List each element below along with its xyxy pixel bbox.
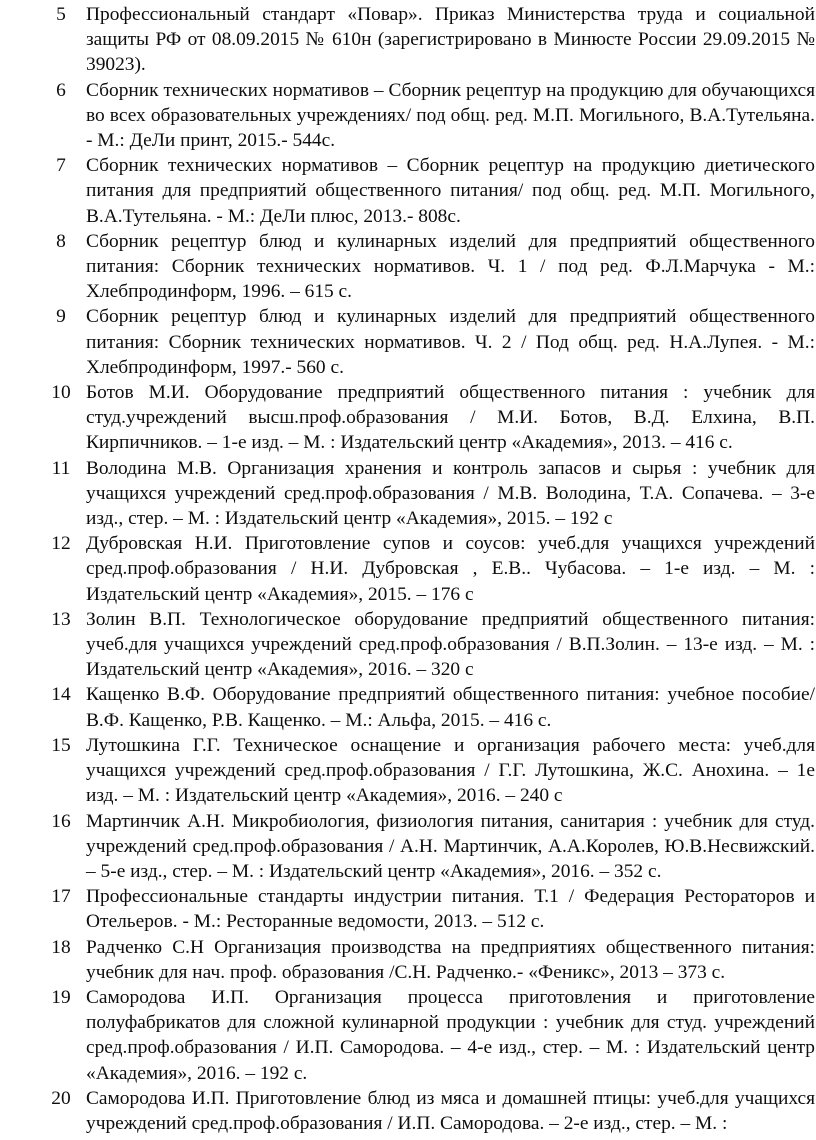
reference-text: Сборник технических нормативов – Сборник рецептур на продукцию для обучающихся во всех образовательных учреждениях/ под общ. ред. М.П. Могильного, В.А.Тутельяна. - М.: ДеЛи принт, 2015.- 544с. [86,79,815,152]
reference-text: Ботов М.И. Оборудование предприятий общественного питания : учебник для студ.учреждений высш.проф.образования / М.И. Ботов, В.Д. Елхина, В.П. Кирпичников. – 1-е изд. – М. : Издательский центр «Академия», 2013. – 416 с. [86,382,815,454]
reference-number: 14 [51,684,71,706]
reference-number: 11 [51,457,71,479]
reference-item-8 [36,229,815,305]
reference-number: 13 [51,608,71,630]
reference-number: 17 [51,886,71,908]
reference-number: 5 [56,4,66,25]
reference-item-15 [36,733,815,809]
reference-text: Золин В.П. Технологическое оборудование предприятий общественного питания: учеб.для учащихся учреждений сред.проф.образования / В.П.Золин. – 13-е изд. – М. : Издательский центр «Академия», 2016. – 320 с [86,608,815,681]
reference-item-19 [36,985,815,1086]
reference-number: 12 [51,533,71,555]
reference-number: 10 [51,382,71,404]
reference-item-12 [36,531,815,607]
reference-text: Дубровская Н.И. Приготовление супов и соусов: учеб.для учащихся учреждений сред.проф.образования / Н.И. Дубровская , Е.В.. Чубасова. – 1-е изд. – М. : Издательский центр «Академия», 2015. – 176 с [86,533,815,605]
reference-item-14 [36,682,815,732]
reference-text: Сборник технических нормативов – Сборник рецептур на продукцию диетического питания для предприятий общественного питания/ под общ. ред. М.П. Могильного, В.А.Тутельяна. - М.: ДеЛи плюс, 2013.- 808с. [86,155,815,227]
reference-text: Радченко С.Н Организация производства на предприятиях общественного питания: учебник для нач. проф. образования /С.Н. Радченко.- «Феникс», 2013 – 373 с. [86,936,815,983]
reference-text: Профессиональные стандарты индустрии питания. Т.1 / Федерация Рестораторов и Отельеров. - М.: Ресторанные ведомости, 2013. – 512 с. [86,886,815,933]
reference-number: 19 [51,986,71,1008]
reference-text: Лутошкина Г.Г. Техническое оснащение и организация рабочего места: учеб.для учащихся учреждений сред.проф.образования / Г.Г. Лутошкина, Ж.С. Анохина. – 1е изд. – М. : Издательский центр «Академия», 2016. – 240 с [86,734,815,807]
reference-number: 15 [51,734,71,756]
reference-text: Сборник рецептур блюд и кулинарных изделий для предприятий общественного питания: Сборник технических нормативов. Ч. 1 / под ред. Ф.Л.Марчука - М.: Хлебпродинформ, 1996. – 615 с. [86,230,815,303]
reference-item-13 [36,607,815,683]
reference-item-16 [36,809,815,885]
reference-text: Самородова И.П. Приготовление блюд из мяса и домашней птицы: учеб.для учащихся учреждений сред.проф.образования / И.П. Самородова. – 2-е изд., стер. – М. : [86,1087,815,1134]
reference-number: 16 [51,810,71,832]
reference-text: Сборник рецептур блюд и кулинарных изделий для предприятий общественного питания: Сборник технических нормативов. Ч. 2 / Под общ. ред. Н.А.Лупея. - М.: Хлебпродинформ, 1997.- 560 с. [86,306,815,378]
reference-text: Володина М.В. Организация хранения и контроль запасов и сырья : учебник для учащихся учреждений сред.проф.образования / М.В. Володина, Т.А. Сопачева. – 3-е изд., стер. – М. : Издательский центр «Академия», 2015. – 192 с [86,457,815,530]
reference-item-5 [36,2,815,78]
reference-item-20 [36,1086,815,1136]
reference-number: 7 [56,155,66,177]
reference-item-17 [36,884,815,934]
reference-item-18 [36,935,815,985]
reference-text: Самородова И.П. Организация процесса приготовления и приготовление полуфабрикатов для сложной кулинарной продукции : учебник для студ. учреждений сред.проф.образования / И.П. Самородова. – 4-е изд., стер. – М. : Издательский центр «Академия», 2016. – 192 с. [86,986,815,1084]
reference-item-9 [36,304,815,380]
reference-number: 6 [56,79,66,101]
reference-number: 20 [51,1087,71,1109]
reference-item-11 [36,456,815,532]
reference-number: 8 [56,230,66,252]
reference-item-7 [36,153,815,229]
reference-number: 9 [56,306,66,328]
reference-item-10 [36,380,815,456]
reference-number: 18 [51,936,71,958]
reference-text: Мартинчик А.Н. Микробиология, физиология питания, санитария : учебник для студ. учреждений сред.проф.образования / А.Н. Мартинчик, А.А.Королев, Ю.В.Несвижский. – 5-е изд., стер. – М. : Издательский центр «Академия», 2016. – 352 с. [86,810,815,882]
reference-text: Кащенко В.Ф. Оборудование предприятий общественного питания: учебное пособие/В.Ф. Кащенко, Р.В. Кащенко. – М.: Альфа, 2015. – 416 с. [86,684,815,731]
reference-text: Профессиональный стандарт «Повар». Приказ Министерства труда и социальной защиты РФ от 08.09.2015 № 610н (зарегистрировано в Минюсте России 29.09.2015 № 39023). [86,4,815,76]
bibliography-list [36,2,815,1136]
reference-item-6 [36,78,815,154]
